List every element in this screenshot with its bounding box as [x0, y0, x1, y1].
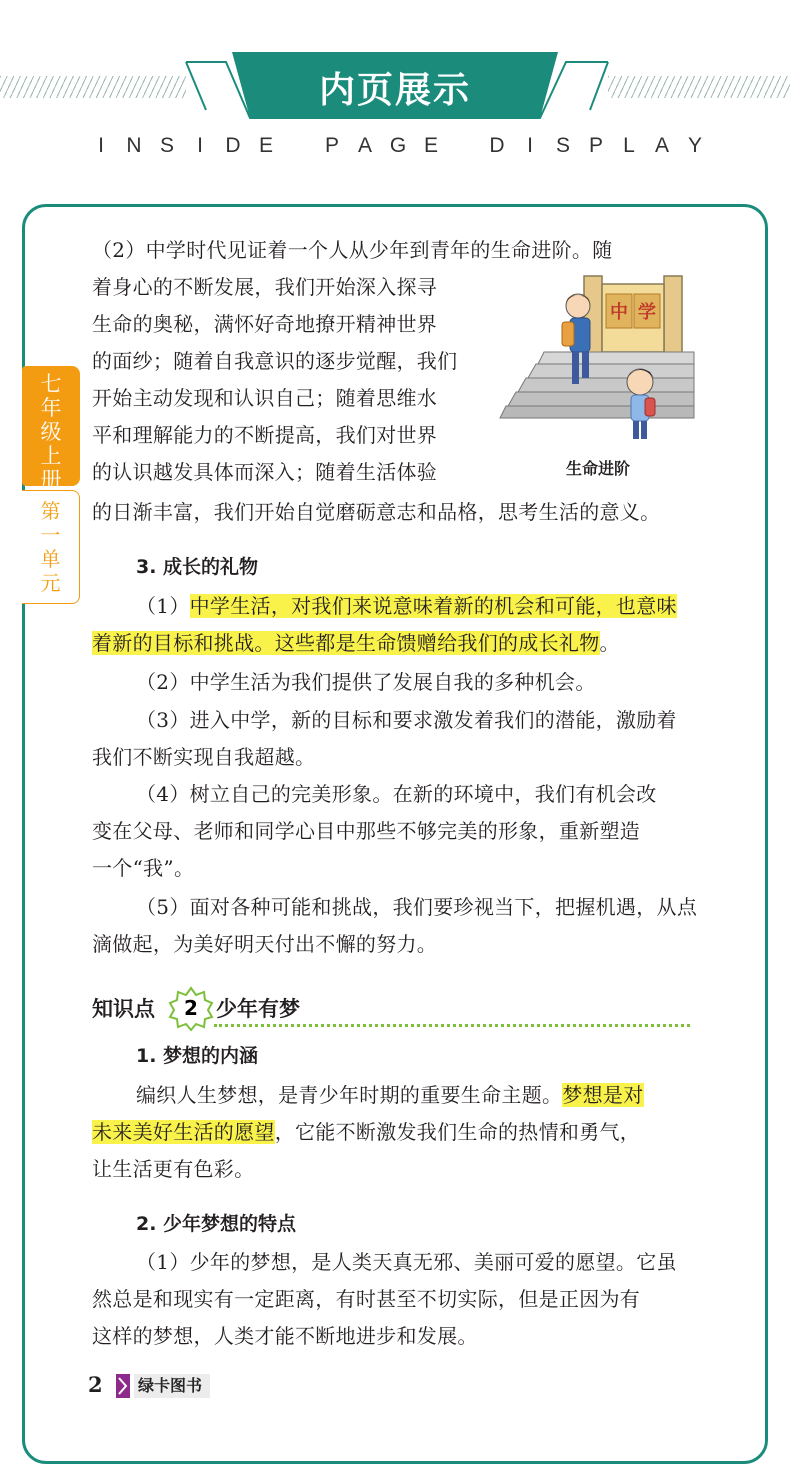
- section-heading: 2. 少年梦想的特点: [136, 1213, 297, 1235]
- subtitle-letter: I: [98, 134, 104, 157]
- subtitle-letter: E: [423, 134, 438, 157]
- paragraph-line: 然总是和现实有一定距离，有时甚至不切实际，但是正因为有: [92, 1287, 641, 1311]
- subtitle-letter: Y: [687, 134, 702, 157]
- paragraph-line: 变在父母、老师和同学心目中那些不够完美的形象，重新塑造: [92, 819, 641, 843]
- subtitle-letter: S: [159, 134, 174, 157]
- page-title: 内页展示: [318, 70, 471, 111]
- subtitle-letter: N: [126, 134, 142, 157]
- paragraph-line: （4）树立自己的完美形象。在新的环境中，我们有机会改: [136, 782, 657, 806]
- highlighted-text: 未来美好生活的愿望: [92, 1120, 275, 1144]
- subtitle-letter: [455, 134, 473, 158]
- grade-char: 上: [40, 444, 62, 468]
- subtitle-letter: L: [623, 134, 635, 157]
- unit-char: 元: [40, 571, 61, 595]
- paragraph-line: 这样的梦想，人类才能不断地进步和发展。: [92, 1324, 478, 1348]
- dotted-divider: [214, 1024, 690, 1027]
- grade-char: 册: [40, 468, 62, 492]
- unit-char: 第: [40, 499, 61, 523]
- paragraph-line: 的日渐丰富，我们开始自觉磨砺意志和品格，思考生活的意义。: [92, 500, 661, 524]
- paragraph-line: （2）中学生活为我们提供了发展自我的多种机会。: [136, 670, 596, 694]
- grade-char: 年: [40, 396, 62, 420]
- highlighted-text: 着新的目标和挑战。这些都是生命馈赠给我们的成长礼物: [92, 631, 600, 655]
- paragraph-line: [92, 1114, 640, 1151]
- subtitle-letter: A: [654, 134, 669, 157]
- highlighted-text: 梦想是对: [562, 1083, 644, 1107]
- paragraph-line: 生命的奥秘，满怀好奇地撩开精神世界: [92, 312, 438, 336]
- paragraph-line: 着身心的不断发展，我们开始深入探寻: [92, 275, 438, 299]
- image-caption: 生命进阶: [565, 459, 630, 478]
- side-tab: [22, 366, 80, 604]
- paragraph-line: [136, 1077, 644, 1114]
- page-subtitle: [92, 134, 704, 158]
- paragraph-line: [136, 588, 677, 625]
- subtitle-letter: I: [197, 134, 203, 157]
- subtitle-letter: P: [324, 134, 339, 157]
- plain-text: ，它能不断激发我们生命的热情和勇气，: [274, 1120, 641, 1144]
- subtitle-letter: D: [225, 134, 241, 157]
- section-heading: 1. 梦想的内涵: [136, 1045, 259, 1067]
- subtitle-letter: A: [357, 134, 372, 157]
- subtitle-letter: S: [555, 134, 570, 157]
- paragraph-line: （1）少年的梦想，是人类天真无邪、美丽可爱的愿望。它虽: [136, 1250, 677, 1274]
- grade-char: 七: [40, 372, 62, 396]
- page-number: 2: [88, 1372, 103, 1397]
- paragraph-line: 让生活更有色彩。: [92, 1157, 255, 1181]
- brand-name: 绿卡图书: [134, 1374, 210, 1398]
- grade-tab: [22, 366, 80, 492]
- paragraph-line: 我们不断实现自我超越。: [92, 745, 316, 769]
- subtitle-letter: E: [258, 134, 273, 157]
- brand-logo-icon: [116, 1374, 130, 1398]
- section-heading: 3. 成长的礼物: [136, 556, 259, 578]
- paragraph-line: 平和理解能力的不断提高，我们对世界: [92, 423, 438, 447]
- knowledge-point-label: 知识点: [92, 997, 155, 1021]
- subtitle-letter: G: [389, 134, 407, 157]
- paragraph-prefix: （1）: [136, 594, 190, 618]
- plain-text: 编织人生梦想，是青少年时期的重要生命主题。: [136, 1083, 563, 1107]
- subtitle-letter: D: [489, 134, 505, 157]
- paragraph-line: （3）进入中学，新的目标和要求激发着我们的潜能，激励着: [136, 708, 677, 732]
- stairs-illustration: [498, 268, 698, 456]
- knowledge-point-title: 少年有梦: [216, 997, 300, 1021]
- grade-char: 级: [40, 420, 62, 444]
- subtitle-letter: [290, 134, 308, 158]
- unit-char: 一: [40, 523, 61, 547]
- highlighted-text: 中学生活，对我们来说意味着新的机会和可能，也意味: [189, 594, 677, 618]
- paragraph-line: 一个“我”。: [92, 856, 195, 880]
- paragraph-line: （5）面对各种可能和挑战，我们要珍视当下，把握机遇，从点: [136, 895, 698, 919]
- paragraph-suffix: 。: [599, 631, 620, 655]
- paragraph-line: 滴做起，为美好明天付出不懈的努力。: [92, 932, 438, 956]
- subtitle-letter: I: [527, 134, 533, 157]
- unit-tab: [22, 490, 80, 604]
- paragraph-line: [92, 625, 620, 662]
- gate-sign-char: 学: [638, 302, 656, 323]
- gate-sign-char: 中: [610, 302, 628, 323]
- paragraph-line: 的认识越发具体而深入；随着生活体验: [92, 460, 438, 484]
- unit-char: 单: [40, 547, 61, 571]
- paragraph-line: 的面纱；随着自我意识的逐步觉醒，我们: [92, 349, 458, 373]
- paragraph-line: （2）中学时代见证着一个人从少年到青年的生命进阶。随: [92, 238, 613, 262]
- paragraph-line: 开始主动发现和认识自己；随着思维水: [92, 386, 438, 410]
- subtitle-letter: P: [588, 134, 603, 157]
- knowledge-point-number: 2: [184, 996, 198, 1020]
